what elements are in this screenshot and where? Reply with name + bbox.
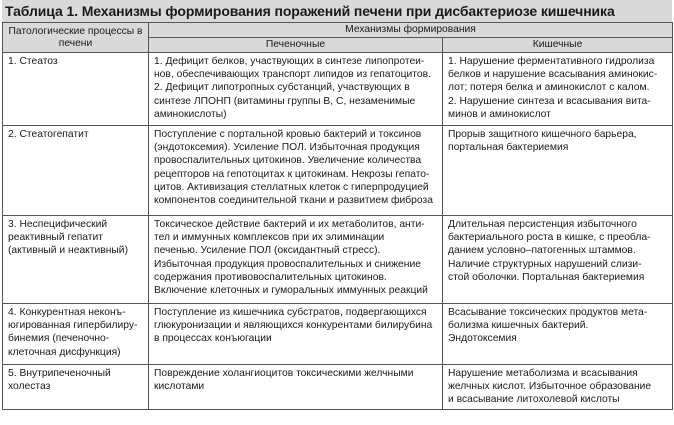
cell-intestinal-mechanism <box>443 216 673 304</box>
cell-text-line: Нарушение метаболизма и всасывания <box>448 368 638 379</box>
cell-hepatic-mechanism <box>149 53 443 126</box>
cell-text-line: кислотами <box>154 381 205 393</box>
cell-text-line: белков и нарушение всасывания аминокис- <box>448 69 658 81</box>
header-hepatic: Печеночные <box>149 38 443 53</box>
cell-intestinal-mechanism <box>443 126 673 216</box>
cell-text-line: 4. Конкурентная неконъ- <box>8 307 126 318</box>
cell-text-line: в процессах конъюгации <box>154 333 272 345</box>
cell-text-line: стой оболочки. Портальная бактериемия <box>448 271 645 283</box>
cell-text-line: глюкуронизации и являющихся конкурентами билирубина <box>154 320 433 332</box>
cell-text-line: 5. Внутрипеченочный <box>8 368 111 379</box>
table-row <box>3 53 673 126</box>
cell-intestinal-mechanism <box>443 53 673 126</box>
cell-text-line: Наличие структурных нарушений слизи- <box>448 258 642 270</box>
table-row <box>3 126 673 216</box>
cell-text-line: (активный и неактивный) <box>8 245 128 257</box>
cell-text-line: данием условно–патогенных штаммов. <box>448 245 636 257</box>
cell-text-line: Избыточная продукция провоспалительных и снижение <box>154 258 421 270</box>
cell-text-line: провоспалительных цитокинов. Увеличение количества <box>154 155 422 167</box>
cell-text-line: югированная гипербилиру- <box>8 320 138 332</box>
cell-text-line: компонентов соединительной ткани и развитием фиброза <box>154 195 433 207</box>
table-title: Таблица 1. Механизмы формирования поражений печени при дисбактериозе кишечника <box>2 0 672 22</box>
cell-text-line: тел и иммунных комплексов при их элиминации <box>154 232 385 244</box>
cell-text-line: синтезе ЛПОНП (витамины группы В, С, незаменимые <box>154 95 416 107</box>
cell-text-line: Повреждение холангиоцитов токсическими желчными <box>154 368 414 379</box>
cell-text-line: Включение клеточных и гуморальных иммунных реакций <box>154 285 428 297</box>
cell-intestinal-mechanism <box>443 365 673 410</box>
cell-hepatic-mechanism <box>149 304 443 365</box>
cell-text-line: Всасывание токсических продуктов мета- <box>448 307 648 318</box>
cell-process <box>3 53 149 126</box>
cell-intestinal-mechanism <box>443 304 673 365</box>
cell-text-line: Поступление с портальной кровью бактерий и токсинов <box>154 129 422 140</box>
cell-text-line: желчных кислот. Избыточное образование <box>448 381 652 393</box>
cell-text-line: аминокислоты) <box>154 108 227 120</box>
cell-text-line: цитов. Активизация стеллатных клеток с гиперпродуцией <box>154 181 429 193</box>
cell-text-line: реактивный гепатит <box>8 232 103 244</box>
cell-text-line: бактериального роста в кишке, с преобла- <box>448 232 651 244</box>
cell-process <box>3 216 149 304</box>
cell-text-line: холестаз <box>8 381 51 393</box>
cell-text-line: содержания противовоспалительных цитокинов. <box>154 271 387 283</box>
cell-text-line: нов, обеспечивающих транспорт липидов из гепатоцитов. <box>154 69 431 81</box>
mechanisms-table <box>2 22 673 410</box>
cell-hepatic-mechanism <box>149 216 443 304</box>
cell-text-line: бинемия (печеночно- <box>8 333 110 345</box>
cell-hepatic-mechanism <box>149 365 443 410</box>
cell-text-line: рецепторов на гепотоцитах к цитокинам. Некрозы гепато- <box>154 168 430 180</box>
cell-text-line: Токсическое действие бактерий и их метаболитов, анти- <box>154 219 425 230</box>
cell-process <box>3 304 149 365</box>
cell-hepatic-mechanism <box>149 126 443 216</box>
cell-text-line: 1. Стеатоз <box>8 56 58 67</box>
cell-text-line: болизма кишечных бактерий. <box>448 320 589 332</box>
cell-text-line: Эндотоксемия <box>448 333 517 345</box>
cell-text-line: Длительная персистенция избыточного <box>448 219 637 230</box>
cell-text-line: печенью. Усиление ПОЛ (оксидантный стресс). <box>154 245 381 257</box>
cell-process <box>3 126 149 216</box>
cell-text-line: 2. Дефицит липотропных субстанций, участвующих в <box>154 82 410 94</box>
cell-text-line: 1. Дефицит белков, участвующих в синтезе липопротеи- <box>154 56 425 67</box>
cell-text-line: лот; потеря белка и аминокислот с калом. <box>448 82 650 94</box>
cell-text-line: 1. Нарушение ферментативного гидролиза <box>448 56 655 67</box>
cell-text-line: клеточная дисфункция) <box>8 346 121 358</box>
cell-text-line: минов и аминокислот <box>448 108 551 120</box>
header-pathological-processes: Патологические процессы в печени <box>3 23 149 53</box>
header-mechanisms-group: Механизмы формирования <box>149 23 673 38</box>
table-body <box>3 53 673 410</box>
cell-process <box>3 365 149 410</box>
header-intestinal: Кишечные <box>443 38 673 53</box>
cell-text-line: Прорыв защитного кишечного барьера, <box>448 129 637 140</box>
cell-text-line: портальная бактериемия <box>448 142 569 154</box>
cell-text-line: Поступление из кишечника субстратов, подвергающихся <box>154 307 427 318</box>
table-row <box>3 365 673 410</box>
cell-text-line: 2. Стеатогепатит <box>8 129 89 140</box>
cell-text-line: 3. Неспецифический <box>8 219 108 230</box>
table-row <box>3 216 673 304</box>
cell-text-line: (эндотоксемия). Усиление ПОЛ. Избыточная продукция <box>154 142 420 154</box>
cell-text-line: 2. Нарушение синтеза и всасывания вита- <box>448 95 651 107</box>
table-row <box>3 304 673 365</box>
cell-text-line: и всасывание литохолевой кислоты <box>448 394 620 406</box>
